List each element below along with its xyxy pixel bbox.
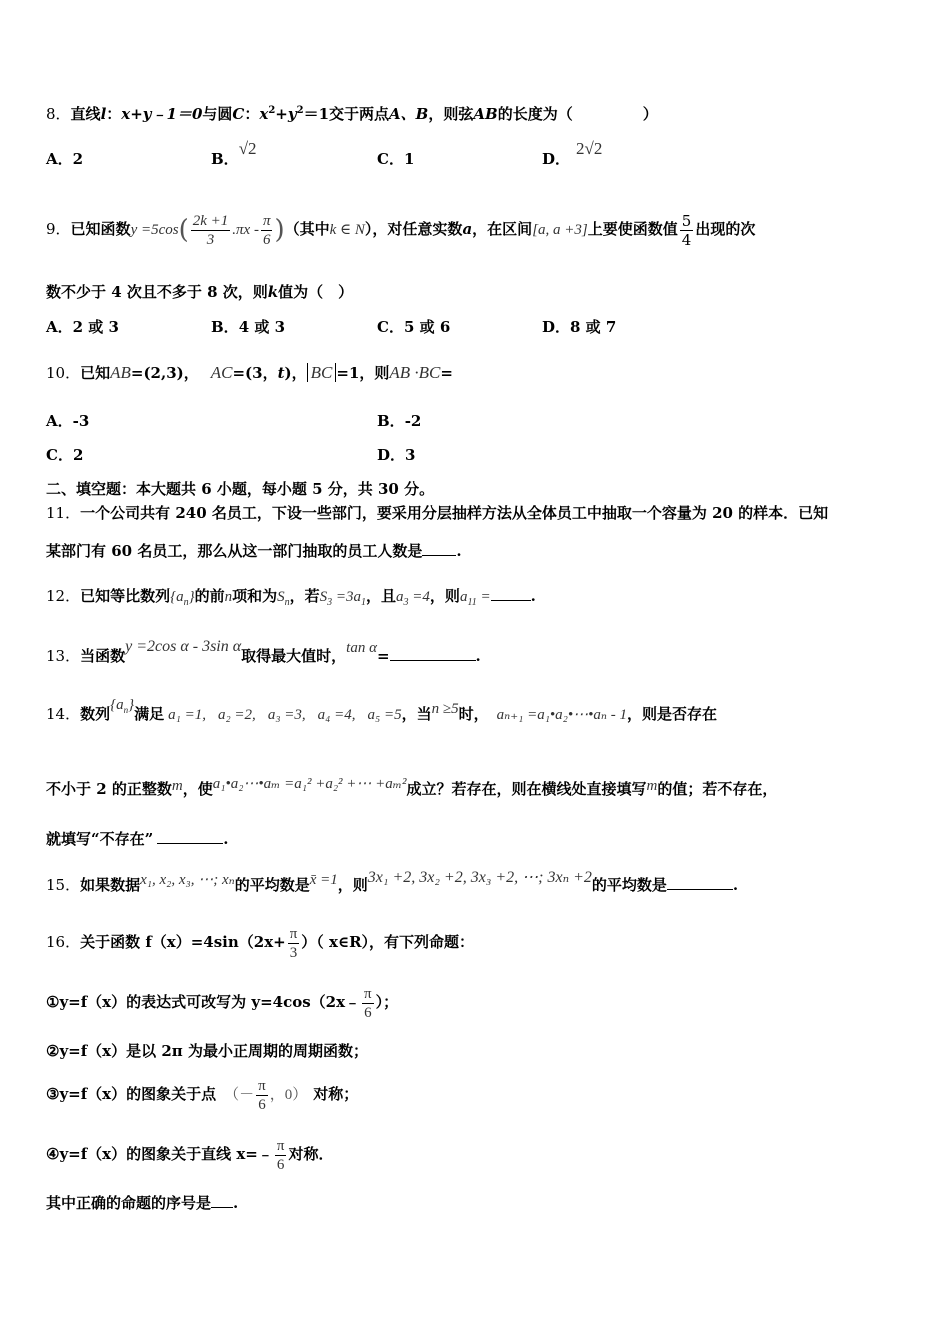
q14-stem-line2: 不小于 2 的正整数m，使a₁•a₂⋯•aₘ =a₁² +a₂² +⋯ +aₘ²成立？若存在，则在横线处直接填写m的值；若不存在， <box>46 776 778 798</box>
q8-option-b[interactable]: B．√2 <box>211 139 257 168</box>
q15-data: x₁, x₂, x₃, ⋯; xₙ <box>140 872 235 888</box>
q14-stem-line3: 就填写“不存在” . <box>46 830 229 848</box>
q8-circle-eq: ＝1 <box>303 105 329 123</box>
q9-paren-close: ) <box>274 215 285 245</box>
q9-option-d[interactable]: D．8 或 7 <box>542 318 617 336</box>
q16-final: 其中正确的命题的序号是 . <box>46 1194 239 1212</box>
q10-option-d[interactable]: D．3 <box>377 446 416 464</box>
q13-func: y =2cos α - 3sin α <box>125 638 242 655</box>
q8-text-d: ： <box>244 105 260 123</box>
q9-val-frac: $\frac{5}{4}$ <box>681 211 692 249</box>
q8-text-c: 与圆 <box>202 105 233 123</box>
q16-prop-2: ②y=f（x）是以 2π 为最小正周期的周期函数； <box>46 1042 368 1060</box>
q10-abs-bc: BC <box>307 363 337 382</box>
q8-text-g: 的长度为（ <box>497 105 573 123</box>
q9-stem-line2: 数不少于 4 次且不多于 8 次，则k值为（ ） <box>46 283 354 301</box>
q11-answer-blank[interactable] <box>422 541 456 556</box>
q10-vec-ab: AB <box>110 363 131 382</box>
q8-text-a: 直线 <box>70 105 101 123</box>
q13-tan: tan α <box>346 640 377 656</box>
q8-stem <box>46 100 910 125</box>
q9-func-b: .πx - <box>232 222 259 238</box>
q12-stem: 12．已知等比数列$\{a_n\}$的前n项和为$S_n$，若$S_3 =3a_1$，且$a_3 =4$，则$a_{11}$ = . <box>46 587 536 608</box>
q10-option-b[interactable]: B．-2 <box>377 412 422 430</box>
q10-number: 10． <box>46 364 81 382</box>
q8-circle-y: +y <box>275 105 297 123</box>
q9-pi-frac: $\frac{\pi}{6}$ <box>262 212 271 248</box>
q8-points: A、B <box>389 105 429 123</box>
q9-text-a: 已知函数 <box>70 220 131 238</box>
q9-option-b[interactable]: B．4 或 3 <box>211 318 286 336</box>
q8-text-h: ） <box>642 105 658 123</box>
q16-prop-4: ④y=f（x）的图象关于直线 x=﹣ $\frac{\pi}{6}$ 对称． <box>46 1137 334 1173</box>
q12-answer-blank[interactable] <box>491 586 531 601</box>
q10-option-a[interactable]: A．-3 <box>46 412 90 430</box>
q8-sq1: 2 <box>268 105 276 116</box>
q14-answer-blank[interactable] <box>157 829 223 844</box>
q8-text-e: 交于两点 <box>329 105 390 123</box>
q16-prop-1: ①y=f（x）的表达式可改写为 y=4cos（2x﹣ $\frac{\pi}{6}$ ）； <box>46 985 399 1021</box>
q10-option-c[interactable]: C．2 <box>46 446 84 464</box>
q15-expr: 3x₁ +2, 3x₂ +2, 3x₃ +2, ⋯; 3xₙ +2 <box>367 869 592 886</box>
q8-option-a[interactable]: A．2 <box>46 150 84 168</box>
q8-sq2: 2 <box>296 105 304 116</box>
q11-stem: 11．一个公司共有 240 名员工，下设一些部门，要采用分层抽样方法从全体员工中抽取一个容量为 20 的样本．已知 <box>46 504 829 522</box>
q15-stem: 15．如果数据x₁, x₂, x₃, ⋯; xₙ的平均数是x̄ =1，则3x₁ +2, 3x₂ +2, 3x₃ +2, ⋯; 3xₙ +2的平均数是 . <box>46 869 739 894</box>
q13-answer-blank[interactable] <box>390 646 476 661</box>
q10-stem: 10．已知AB=(2,3)， AC=(3，t)， BC =1，则AB ·BC= <box>46 363 453 382</box>
q8-text-b: ： <box>106 105 122 123</box>
q9-interval: [a, a +3] <box>532 222 588 238</box>
q14-stem: 14．数列$\{a_n\}$满足 a₁ =1, a₂ =2, a₃ =3, a₄ =4, a₅ =5，当n ≥5时， aₙ₊₁ =a₁•a₂•⋯•aₙ - 1，则是否存在 <box>46 697 717 723</box>
q9-text-d: ，在区间 <box>472 220 533 238</box>
q9-text-f: 出现的次 <box>695 220 756 238</box>
q10-dot: AB ·BC <box>389 363 441 382</box>
q9-stem <box>46 200 910 259</box>
q8-circle-c: C <box>232 105 245 123</box>
q8-number: 8． <box>46 105 71 123</box>
q8-line-eq: x+y﹣1＝0 <box>121 105 203 123</box>
q9-number: 9． <box>46 220 71 238</box>
section-2-heading: 二、填空题：本大题共 6 小题，每小题 5 分，共 30 分。 <box>46 480 435 498</box>
q9-option-a[interactable]: A．2 或 3 <box>46 318 119 336</box>
q9-paren-open: ( <box>178 215 189 245</box>
q8-option-c[interactable]: C．1 <box>377 150 415 168</box>
q8-chord: AB <box>473 105 498 123</box>
q10-vec-ac: AC <box>210 363 233 382</box>
q11-stem-line2: 某部门有 60 名员工，那么从这一部门抽取的员工人数是 . <box>46 542 462 560</box>
q8-circle-x: x <box>259 105 269 123</box>
q14-equation: a₁•a₂⋯•aₘ =a₁² +a₂² +⋯ +aₘ² <box>212 776 407 792</box>
q15-answer-blank[interactable] <box>667 875 733 890</box>
q9-text-b: （其中 <box>284 220 330 238</box>
q15-mean: x̄ =1 <box>309 872 338 888</box>
q9-text-e: 上要使函数值 <box>587 220 678 238</box>
q9-text-c: ），对任意实数 <box>364 220 463 238</box>
q9-a: a <box>462 220 473 238</box>
q16-pi-frac: $\frac{\pi}{3}$ <box>289 925 298 961</box>
q9-cond: k ∈ N <box>329 222 365 238</box>
q9-func: y =5cos <box>130 222 179 238</box>
q16-prop-3: ③y=f（x）的图象关于点 （－ $\frac{\pi}{6}$ ，0） 对称； <box>46 1077 359 1113</box>
q13-stem: 13．当函数y =2cos α - 3sin α取得最大值时，tan α= . <box>46 638 481 665</box>
q9-frac: $\frac{2k +1}{3}$ <box>192 212 229 248</box>
q16-stem: 16．关于函数 f（x）=4sin（2x+ $\frac{\pi}{3}$ ）（ x∈R），有下列命题： <box>46 925 475 961</box>
q9-option-c[interactable]: C．5 或 6 <box>377 318 451 336</box>
q8-option-d[interactable]: D．2√2 <box>542 139 603 168</box>
q14-recurrence: aₙ₊₁ =a₁•a₂•⋯•aₙ - 1 <box>496 707 627 723</box>
q8-line-l: l <box>100 105 107 123</box>
q12-seq: $\{a_n\}$ <box>170 589 195 608</box>
q16-answer-blank[interactable] <box>211 1193 233 1208</box>
q8-text-f: ，则弦 <box>428 105 474 123</box>
